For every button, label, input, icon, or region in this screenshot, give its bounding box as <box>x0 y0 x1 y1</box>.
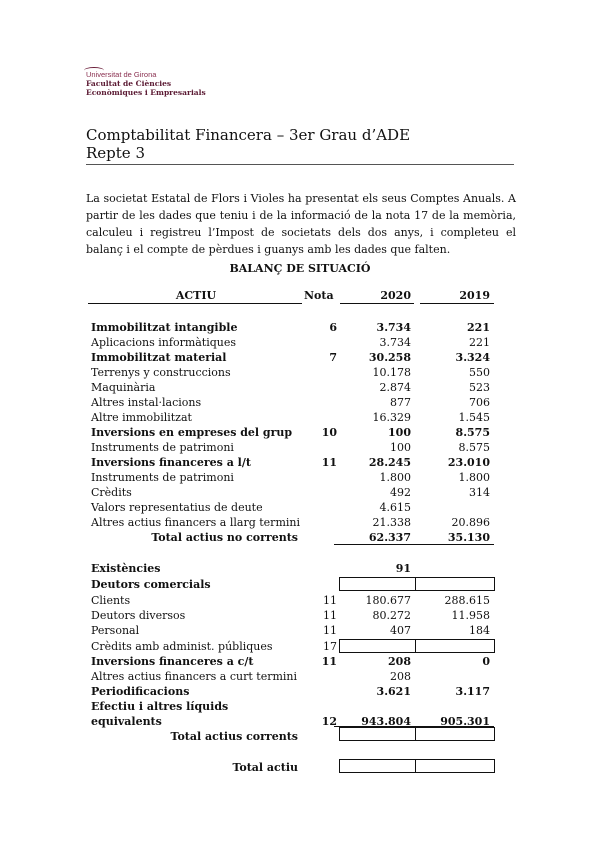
row-label: Terrenys y construccions <box>91 366 231 379</box>
row-label: Inversions financeres a c/t <box>91 655 254 668</box>
empty-cell-credits-adm-2020[interactable] <box>339 639 416 653</box>
table-row <box>0 684 599 699</box>
empty-cell-deutors-2020[interactable] <box>339 577 416 591</box>
row-value-2019: 314 <box>469 486 490 499</box>
row-value-2020: 80.272 <box>372 609 411 622</box>
empty-cell-total-corrents-2019[interactable] <box>415 727 495 741</box>
subtotal-underline <box>334 544 494 545</box>
empty-cell-deutors-2019[interactable] <box>415 577 495 591</box>
row-value-2020: 407 <box>390 624 411 637</box>
table-row <box>0 380 599 395</box>
row-note: 6 <box>329 321 337 334</box>
empty-cell-total-actiu-2020[interactable] <box>339 759 416 773</box>
table-row <box>0 699 599 714</box>
row-label: Deutors diversos <box>91 609 186 622</box>
table-row <box>0 639 599 654</box>
row-value-2020: 30.258 <box>368 351 411 364</box>
table-row <box>0 515 599 530</box>
row-value-2020: 208 <box>388 655 411 668</box>
row-label: Crèdits <box>91 486 132 499</box>
table-row <box>0 365 599 380</box>
row-note: 11 <box>323 609 337 622</box>
row-label: Total actius no corrents <box>151 531 298 544</box>
row-value-2019: 8.575 <box>455 426 490 439</box>
table-row <box>0 425 599 440</box>
efectiu-underline <box>334 726 494 727</box>
row-value-2020: 877 <box>390 396 411 409</box>
row-label: Maquinària <box>91 381 156 394</box>
row-label: Immobilitzat material <box>91 351 227 364</box>
row-label: Efectiu i altres líquids <box>91 700 229 713</box>
empty-cell-total-corrents-2020[interactable] <box>339 727 416 741</box>
table-row <box>0 729 599 744</box>
row-value-2020: 492 <box>390 486 411 499</box>
row-label: Instruments de patrimoni <box>91 441 234 454</box>
row-note: 7 <box>329 351 337 364</box>
row-label: Total actius corrents <box>170 730 298 743</box>
row-label: Deutors comercials <box>91 578 211 591</box>
row-label: Altres instal·lacions <box>91 396 202 409</box>
table-row <box>0 593 599 608</box>
table-row <box>0 545 599 560</box>
logo-faculty-2: Econòmiques i Empresarials <box>86 88 206 97</box>
row-note: 17 <box>323 640 337 653</box>
table-row <box>0 577 599 592</box>
document-header <box>86 126 514 165</box>
row-value-2020: 4.615 <box>379 501 411 514</box>
row-label: Crèdits amb administ. públiques <box>91 640 273 653</box>
row-value-2019: 35.130 <box>447 531 490 544</box>
row-label: Aplicacions informàtiques <box>91 336 237 349</box>
table-row <box>0 530 599 545</box>
intro-paragraph: La societat Estatal de Flors i Violes ha presentat els seus Comptes Anuals. A partir de les dades que teniu i de la informació de la nota 17 de la memòria, calculeu i registreu l’Impost de societats dels dos anys, i completeu el balanç i el compte de pèrdues i guanys amb les dades que falten. <box>86 192 516 256</box>
logo-university: Universitat de Girona <box>86 70 157 79</box>
row-label: Total actiu <box>232 761 298 774</box>
row-value-2019: 288.615 <box>444 594 490 607</box>
row-note: 10 <box>321 426 337 439</box>
table-row <box>0 485 599 500</box>
header-nota: Nota <box>304 289 334 302</box>
row-value-2020: 1.800 <box>379 471 411 484</box>
row-value-2020: 3.621 <box>376 685 411 698</box>
row-note: 12 <box>321 715 337 728</box>
table-row <box>0 350 599 365</box>
row-label: Inversions financeres a l/t <box>91 456 251 469</box>
row-value-2020: 180.677 <box>365 594 411 607</box>
row-label: Inversions en empreses del grup <box>91 426 293 439</box>
row-label: Valors representatius de deute <box>91 501 263 514</box>
row-value-2019: 184 <box>469 624 490 637</box>
empty-cell-credits-adm-2019[interactable] <box>415 639 495 653</box>
table-row <box>0 500 599 515</box>
row-label: Immobilitzat intangible <box>91 321 238 334</box>
row-value-2019: 1.800 <box>458 471 490 484</box>
table-row <box>0 714 599 729</box>
university-logo <box>86 70 206 97</box>
header-rule-2020 <box>340 303 414 304</box>
row-note: 11 <box>323 624 337 637</box>
table-row <box>0 608 599 623</box>
row-value-2020: 3.734 <box>379 336 411 349</box>
row-value-2019: 11.958 <box>451 609 490 622</box>
header-rule-actiu <box>88 303 302 304</box>
row-value-2019: 8.575 <box>458 441 490 454</box>
row-note: 11 <box>321 655 337 668</box>
balance-title: BALANÇ DE SITUACIÓ <box>229 262 371 275</box>
document-title: Comptabilitat Financera – 3er Grau d’ADE <box>86 126 411 144</box>
row-value-2019: 3.324 <box>455 351 490 364</box>
header-2020: 2020 <box>380 289 411 302</box>
table-row <box>0 335 599 350</box>
row-value-2019: 905.301 <box>440 715 490 728</box>
row-value-2020: 208 <box>390 670 411 683</box>
row-value-2020: 100 <box>390 441 411 454</box>
table-row <box>0 395 599 410</box>
header-2019: 2019 <box>459 289 490 302</box>
document-subtitle: Repte 3 <box>86 144 145 162</box>
row-value-2020: 28.245 <box>368 456 411 469</box>
row-value-2020: 91 <box>395 562 411 575</box>
row-label: Clients <box>91 594 131 607</box>
row-value-2020: 100 <box>388 426 411 439</box>
table-row <box>0 623 599 638</box>
row-value-2019: 0 <box>482 655 490 668</box>
table-row <box>0 410 599 425</box>
row-value-2019: 23.010 <box>447 456 490 469</box>
row-note: 11 <box>321 456 337 469</box>
row-value-2019: 3.117 <box>455 685 490 698</box>
header-actiu: ACTIU <box>175 289 217 302</box>
row-label: Instruments de patrimoni <box>91 471 234 484</box>
row-label: Personal <box>91 624 140 637</box>
row-label: Existències <box>91 562 161 575</box>
row-value-2019: 1.545 <box>458 411 490 424</box>
table-row <box>0 760 599 775</box>
row-value-2020: 943.804 <box>361 715 411 728</box>
row-label: Altre immobilitzat <box>91 411 192 424</box>
row-value-2020: 16.329 <box>372 411 411 424</box>
row-label: Periodificacions <box>91 685 190 698</box>
empty-cell-total-actiu-2019[interactable] <box>415 759 495 773</box>
table-row <box>0 669 599 684</box>
row-label: equivalents <box>91 715 162 728</box>
table-row <box>0 654 599 669</box>
table-row <box>0 320 599 335</box>
table-row <box>0 470 599 485</box>
row-label: Altres actius financers a curt termini <box>91 670 298 683</box>
row-value-2019: 523 <box>469 381 490 394</box>
row-label: Altres actius financers a llarg termini <box>91 516 300 529</box>
row-value-2019: 550 <box>469 366 490 379</box>
row-value-2019: 221 <box>467 321 490 334</box>
row-note: 11 <box>323 594 337 607</box>
table-header <box>0 288 599 304</box>
row-value-2019: 221 <box>469 336 490 349</box>
table-row <box>0 745 599 760</box>
row-value-2020: 2.874 <box>379 381 411 394</box>
table-row <box>0 561 599 576</box>
row-value-2020: 3.734 <box>376 321 411 334</box>
row-value-2020: 21.338 <box>372 516 411 529</box>
row-value-2019: 20.896 <box>451 516 490 529</box>
row-value-2020: 10.178 <box>372 366 411 379</box>
logo-arc-icon <box>84 67 104 74</box>
row-value-2019: 706 <box>469 396 490 409</box>
header-rule-2019 <box>420 303 494 304</box>
row-value-2020: 62.337 <box>368 531 411 544</box>
table-row <box>0 455 599 470</box>
table-row <box>0 440 599 455</box>
logo-faculty: Facultat de Ciències <box>86 79 172 88</box>
